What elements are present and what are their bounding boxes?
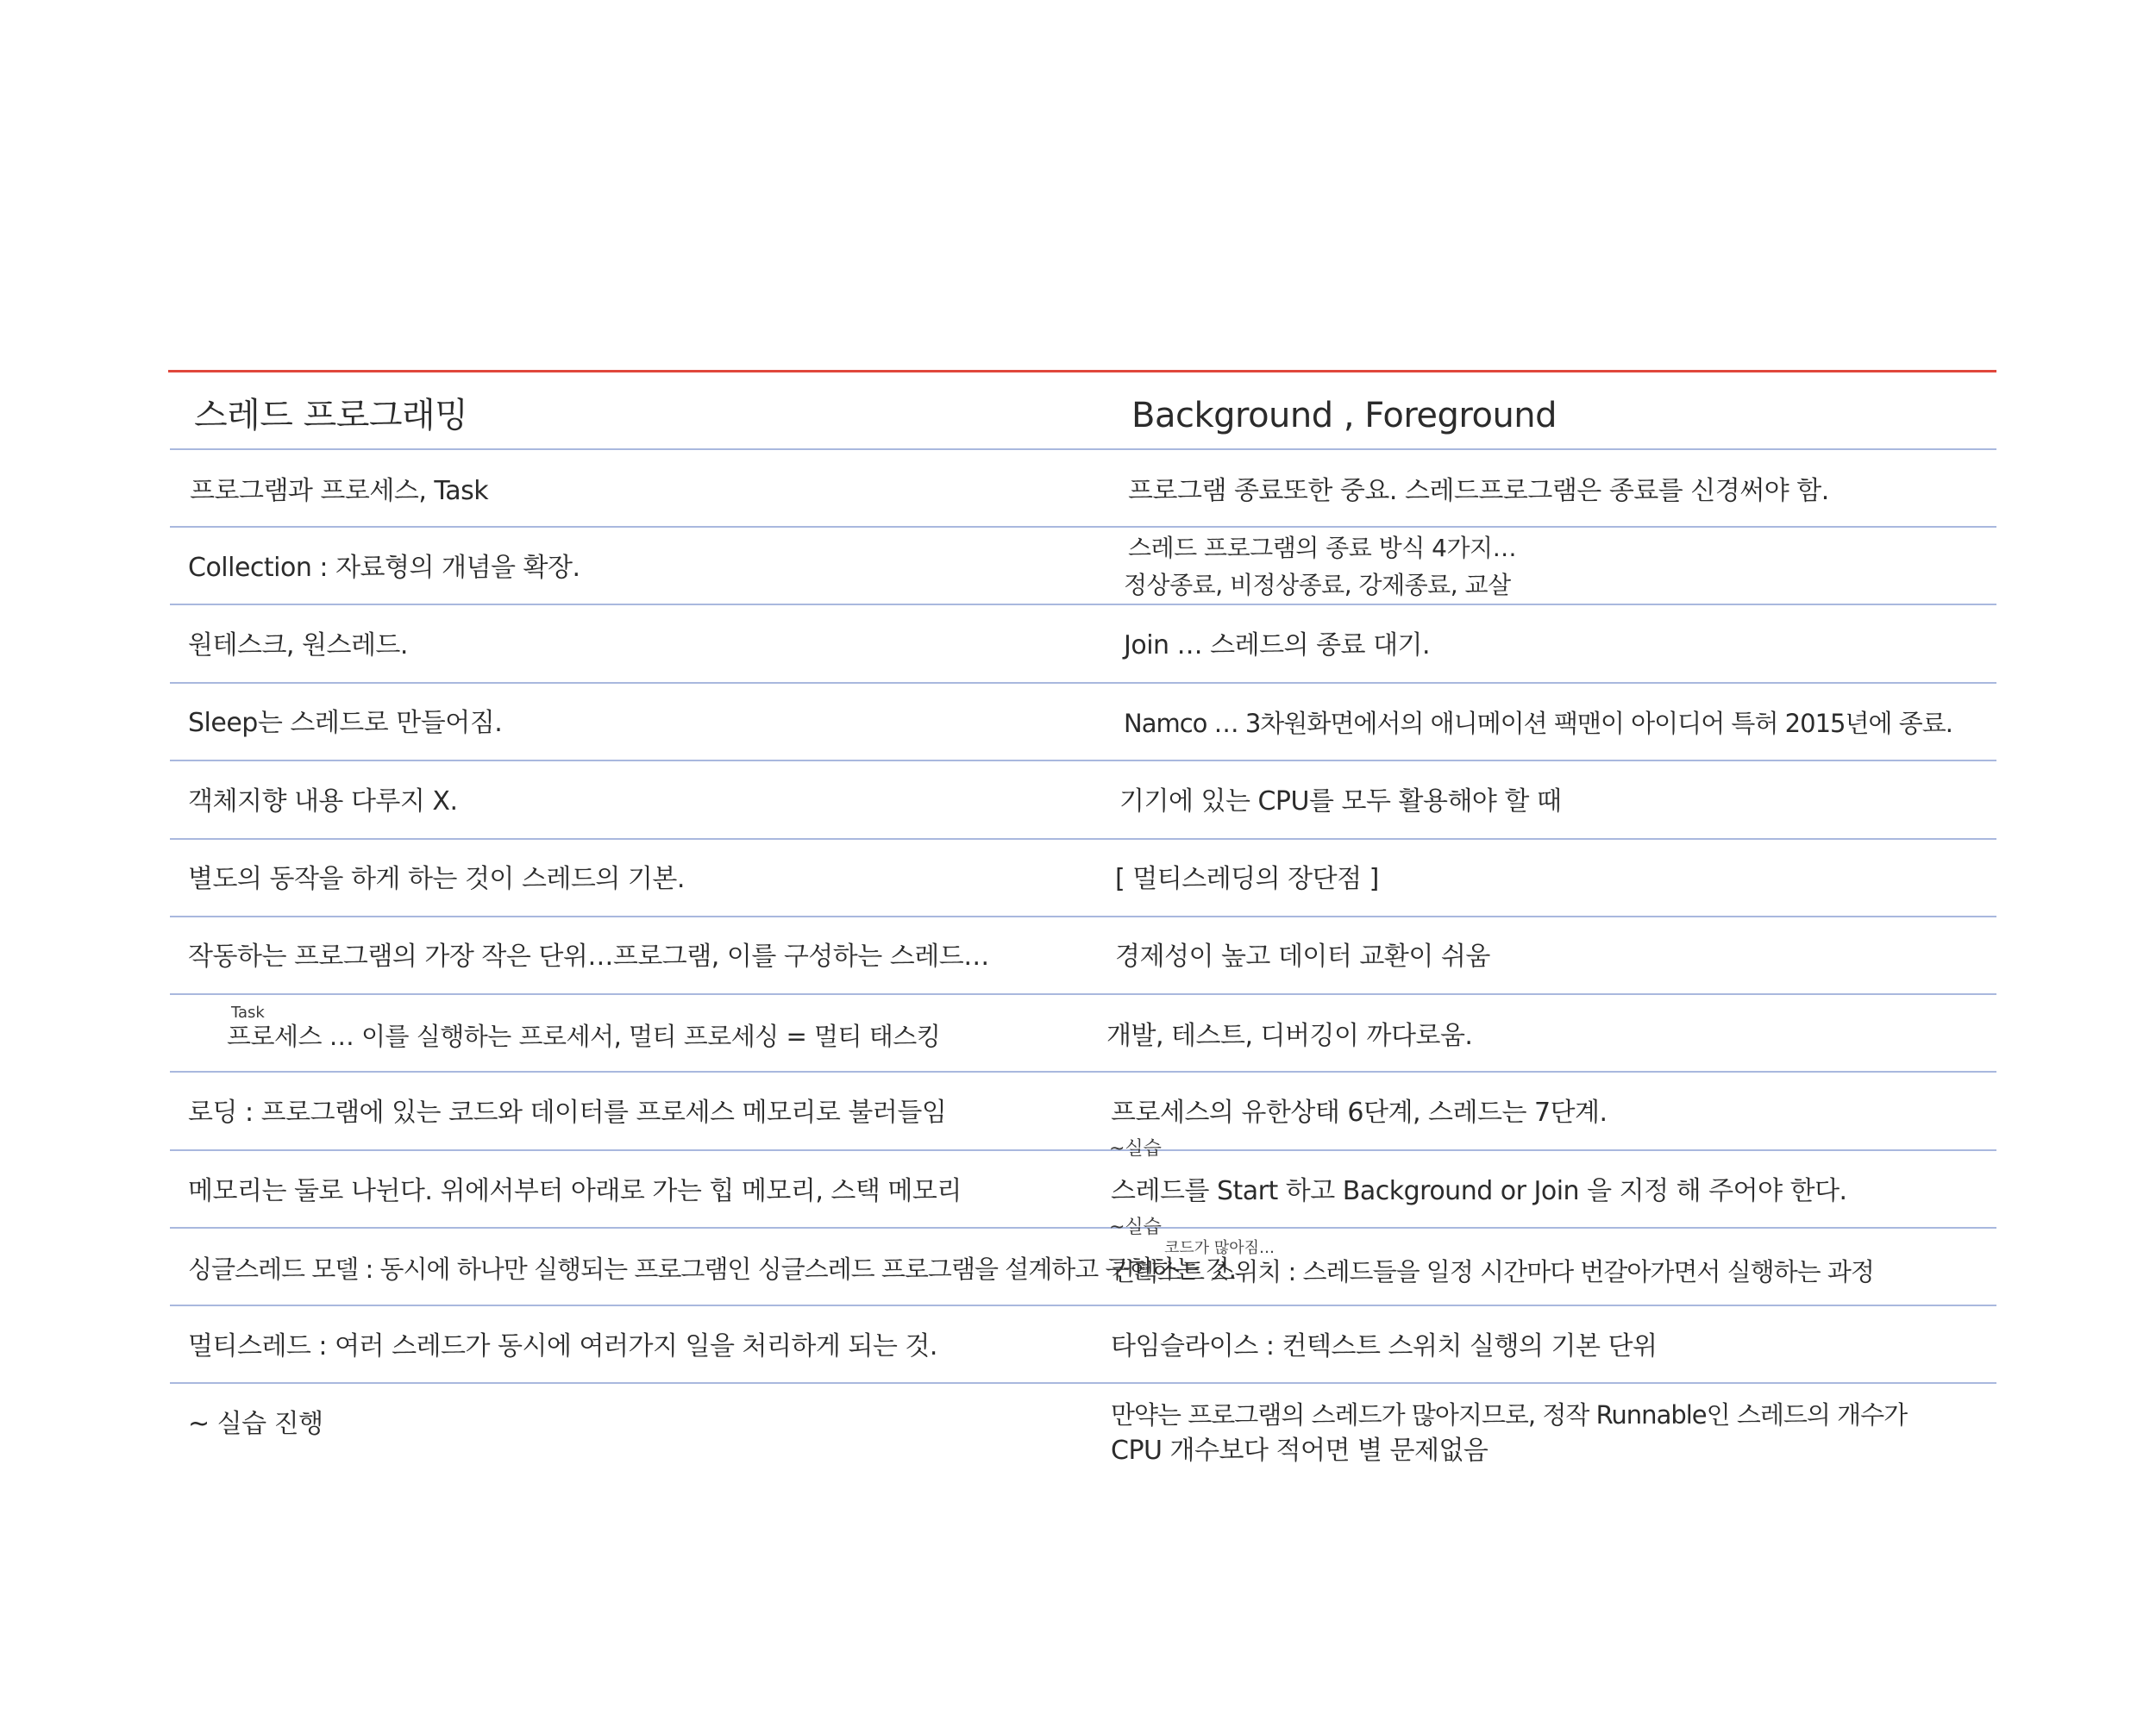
left-note: Collection : 자료형의 개념을 확장. <box>188 553 580 583</box>
right-note: 스레드 프로그램의 종료 방식 4가지… <box>1128 534 1517 562</box>
rule-line <box>170 1382 1996 1384</box>
rule-line <box>170 448 1996 450</box>
right-note: 타임슬라이스 : 컨텍스트 스위치 실행의 기본 단위 <box>1111 1331 1658 1361</box>
right-note: Join … 스레드의 종료 대기. <box>1124 630 1431 660</box>
right-annotation-context: 코드가 많아짐… <box>1164 1239 1275 1257</box>
right-note: 개발, 테스트, 디버깅이 까다로움. <box>1106 1021 1473 1051</box>
rule-line <box>170 682 1996 684</box>
left-note: 별도의 동작을 하게 하는 것이 스레드의 기본. <box>188 864 685 894</box>
left-note: 프로세스 … 이를 실행하는 프로세서, 멀티 프로세싱 = 멀티 태스킹 <box>227 1022 941 1051</box>
rule-line <box>170 604 1996 605</box>
left-note: 프로그램과 프로세스, Task <box>190 476 489 506</box>
left-note: 객체지향 내용 다루지 X. <box>188 786 458 817</box>
left-note: 원테스크, 원스레드. <box>188 630 408 660</box>
left-note: Sleep는 스레드로 만들어짐. <box>188 708 503 738</box>
left-annotation-task: Task <box>231 1004 265 1022</box>
rule-line <box>170 916 1996 917</box>
left-note: 멀티스레드 : 여러 스레드가 동시에 여러가지 일을 처리하게 되는 것. <box>188 1331 937 1361</box>
header-red-line <box>168 370 1996 372</box>
right-note: 프로세스의 유한상태 6단계, 스레드는 7단계. <box>1111 1098 1608 1128</box>
rule-line <box>170 1227 1996 1229</box>
right-note: 스레드를 Start 하고 Background or Join 을 지정 해 주어야 한다. <box>1111 1176 1847 1206</box>
right-note: 경제성이 높고 데이터 교환이 쉬움 <box>1115 942 1490 972</box>
rule-line <box>170 838 1996 840</box>
right-note: 정상종료, 비정상종료, 강제종료, 교살 <box>1124 571 1511 599</box>
right-annotation-practice: ~실습 <box>1109 1138 1162 1160</box>
right-title: Background , Foreground <box>1131 396 1557 435</box>
left-note: 로딩 : 프로그램에 있는 코드와 데이터를 프로세스 메모리로 불러들임 <box>188 1098 947 1128</box>
right-note: 기기에 있는 CPU를 모두 활용해야 할 때 <box>1119 786 1562 817</box>
right-note: 만약는 프로그램의 스레드가 많아지므로, 정작 Runnable인 스레드의 개수가 <box>1111 1400 1908 1430</box>
left-note: 작동하는 프로그램의 가장 작은 단위…프로그램, 이를 구성하는 스레드… <box>188 942 989 972</box>
rule-line <box>170 1305 1996 1306</box>
right-note: 프로그램 종료또한 중요. 스레드프로그램은 종료를 신경써야 함. <box>1128 476 1829 506</box>
rule-line <box>170 993 1996 995</box>
right-note: CPU 개수보다 적어면 별 문제없음 <box>1111 1436 1489 1466</box>
rule-line <box>170 760 1996 761</box>
left-note: ~ 실습 진행 <box>188 1409 323 1439</box>
right-note: Namco … 3차원화면에서의 애니메이션 팩맨이 아이디어 특허 2015년에 종료. <box>1124 709 1952 738</box>
right-note: [ 멀티스레딩의 장단점 ] <box>1115 864 1379 894</box>
left-note: 싱글스레드 모델 : 동시에 하나만 실행되는 프로그램인 싱글스레드 프로그램을 설계하고 구현하는 것. <box>188 1255 1236 1284</box>
rule-line <box>170 1149 1996 1151</box>
right-note: 컨텍스트 스위치 : 스레드들을 일정 시간마다 번갈아가면서 실행하는 과정 <box>1111 1257 1874 1286</box>
rule-line <box>170 526 1996 528</box>
right-annotation-practice: ~실습 <box>1109 1217 1162 1238</box>
left-note: 메모리는 둘로 나뉜다. 위에서부터 아래로 가는 힙 메모리, 스택 메모리 <box>188 1176 962 1206</box>
rule-line <box>170 1071 1996 1073</box>
left-title: 스레드 프로그래밍 <box>194 396 468 435</box>
